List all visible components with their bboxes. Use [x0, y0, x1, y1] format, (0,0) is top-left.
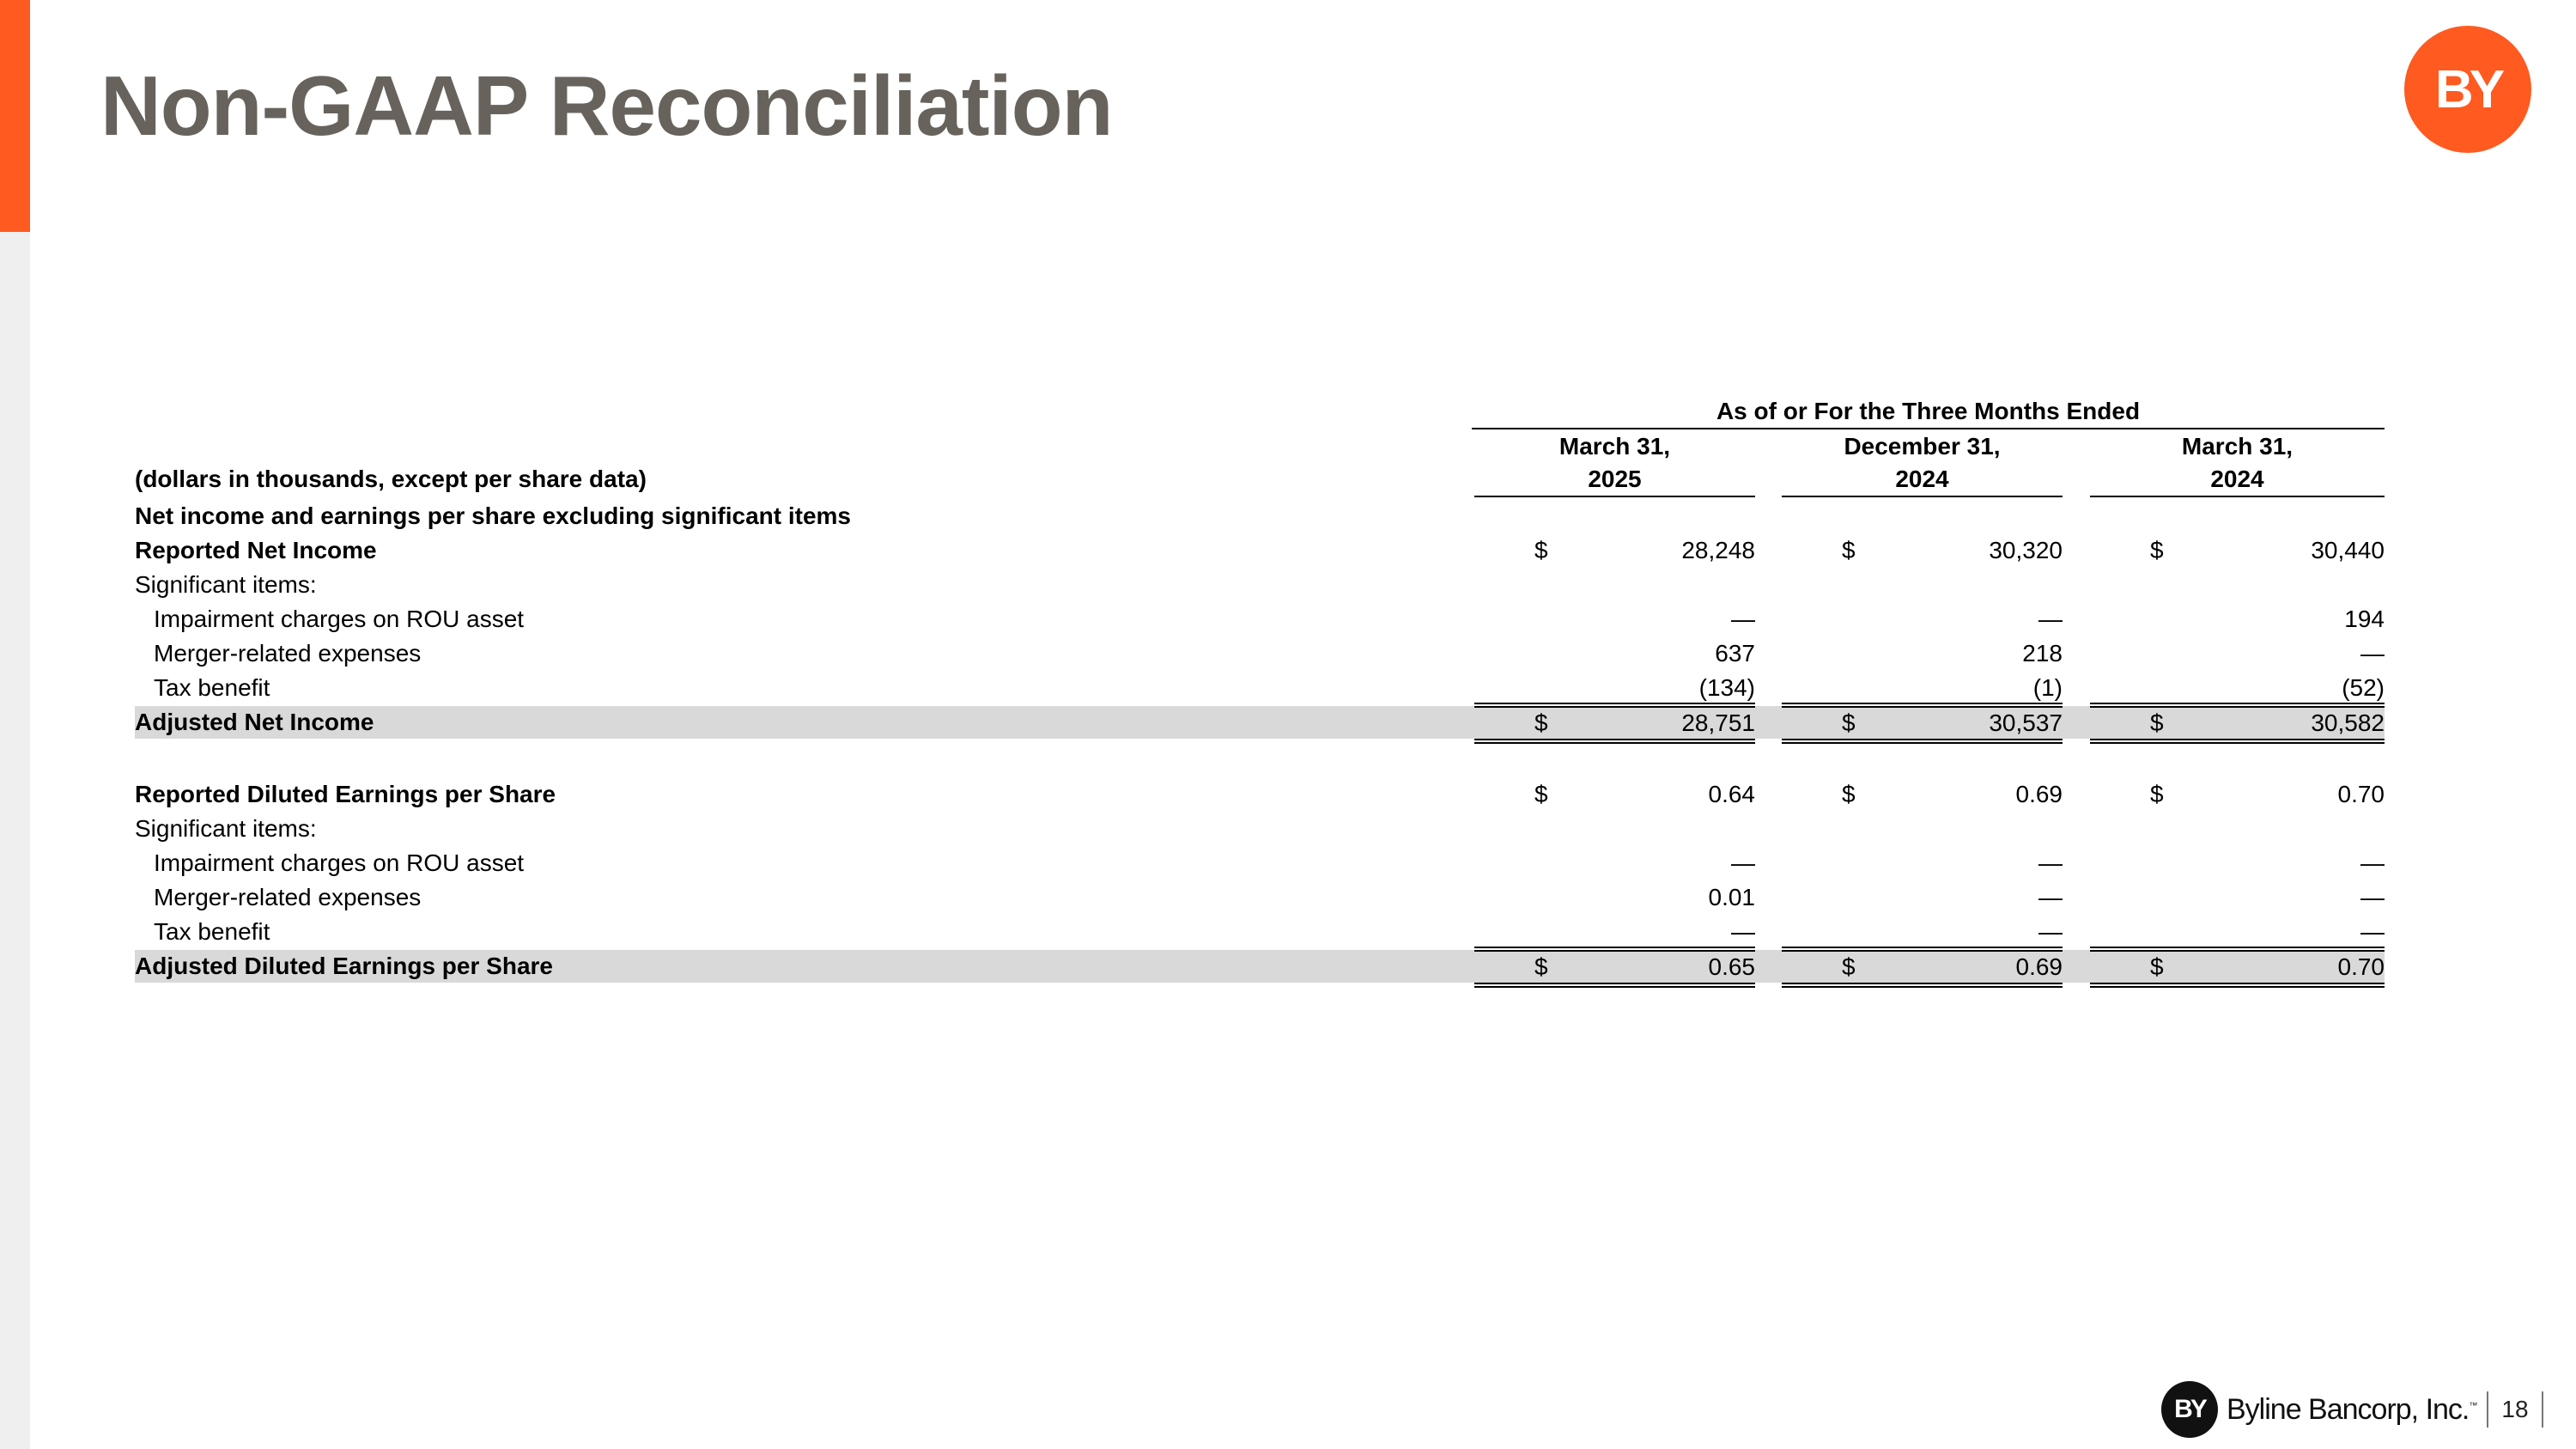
value-cell [1474, 916, 1755, 948]
column-header-2 [1782, 430, 2063, 497]
cell-value: 28,248 [1681, 537, 1755, 563]
row-label: Impairment charges on ROU asset [154, 849, 525, 876]
cell-value: (134) [1698, 674, 1755, 701]
value-cell [1782, 603, 2063, 636]
row-label: Adjusted Diluted Earnings per Share [135, 953, 553, 979]
cell-value: 30,440 [2311, 537, 2385, 563]
column-header-3 [2090, 430, 2385, 497]
cell-value: (52) [2342, 674, 2385, 701]
currency-symbol: $ [1534, 953, 1548, 980]
value-cell [1782, 706, 2063, 744]
table-row [135, 500, 2385, 533]
value-cell [1782, 637, 2063, 670]
table-row [135, 603, 2385, 636]
table-row [135, 847, 2385, 880]
cell-value: (1) [2032, 674, 2063, 701]
table-row [135, 637, 2385, 670]
value-cell [1474, 881, 1755, 914]
row-label: Merger-related expenses [154, 884, 422, 910]
cell-value: — [2360, 640, 2385, 667]
value-cell [2090, 847, 2385, 880]
row-label: Reported Diluted Earnings per Share [135, 781, 556, 807]
cell-value: 0.70 [2337, 781, 2385, 807]
value-cell [1474, 672, 1755, 704]
column-header-line1: March 31, [2181, 433, 2293, 460]
cell-value: — [2038, 918, 2063, 945]
cell-value: 218 [2022, 640, 2063, 667]
byline-logo-icon [2404, 26, 2531, 153]
value-cell [2090, 534, 2385, 567]
table-row [135, 916, 2385, 948]
company-name-text: Byline Bancorp, Inc. [2227, 1392, 2470, 1426]
cell-value: 30,537 [1989, 709, 2063, 736]
value-cell [2090, 778, 2385, 811]
value-cell [1474, 950, 1755, 988]
currency-symbol: $ [2150, 709, 2164, 736]
total-row [135, 950, 2385, 983]
value-cell [2090, 706, 2385, 744]
table-row [135, 881, 2385, 914]
cell-value: — [2360, 849, 2385, 876]
cell-value: 0.01 [1708, 884, 1755, 910]
column-header-line1: December 31, [1844, 433, 2001, 460]
value-cell [1782, 534, 2063, 567]
currency-symbol: $ [2150, 953, 2164, 980]
cell-value: 0.69 [2015, 781, 2063, 807]
trademark-mark: ™ [2469, 1401, 2477, 1411]
cell-value: — [1731, 849, 1755, 876]
row-label: Significant items: [135, 571, 317, 598]
byline-mark-icon [2161, 1381, 2218, 1438]
units-label: (dollars in thousands, except per share data) [135, 466, 647, 492]
value-cell [2090, 916, 2385, 948]
cell-value: 30,582 [2311, 709, 2385, 736]
value-cell [1782, 672, 2063, 704]
value-cell [2090, 672, 2385, 704]
value-cell [1782, 778, 2063, 811]
value-cell [1474, 847, 1755, 880]
footer-logo [2161, 1381, 2476, 1438]
page-title: Non-GAAP Reconciliation [100, 58, 1113, 153]
cell-value: 28,751 [1681, 709, 1755, 736]
cell-value: — [2038, 884, 2063, 910]
value-cell [2090, 637, 2385, 670]
table-row [135, 672, 2385, 704]
cell-value: 637 [1715, 640, 1755, 667]
logo-text: BY [2434, 59, 2501, 119]
value-cell [1782, 847, 2063, 880]
accent-bar [0, 0, 30, 232]
table-row [135, 778, 2385, 811]
cell-value: — [2038, 849, 2063, 876]
group-header: As of or For the Three Months Ended [1472, 395, 2385, 429]
value-cell [2090, 881, 2385, 914]
value-cell [1782, 916, 2063, 948]
currency-symbol: $ [1534, 781, 1548, 807]
cell-value: — [1731, 606, 1755, 632]
currency-symbol: $ [1842, 709, 1856, 736]
value-cell [1782, 950, 2063, 988]
cell-value: — [2360, 884, 2385, 910]
currency-symbol: $ [2150, 781, 2164, 807]
row-label: Significant items: [135, 815, 317, 842]
table-row [135, 569, 2385, 601]
company-name [2227, 1393, 2476, 1427]
cell-value: — [2038, 606, 2063, 632]
row-label: Reported Net Income [135, 537, 377, 563]
row-label: Tax benefit [154, 674, 270, 701]
currency-symbol: $ [1534, 537, 1548, 563]
currency-symbol: $ [1842, 781, 1856, 807]
column-header-line2: 2025 [1588, 466, 1642, 492]
currency-symbol: $ [1842, 537, 1856, 563]
row-label: Impairment charges on ROU asset [154, 606, 525, 632]
value-cell [1474, 603, 1755, 636]
page-number: 18 [2487, 1391, 2543, 1428]
value-cell [2090, 603, 2385, 636]
table-row [135, 813, 2385, 845]
cell-value: — [2360, 918, 2385, 945]
currency-symbol: $ [1534, 709, 1548, 736]
column-header-line2: 2024 [1895, 466, 1949, 492]
value-cell [1474, 637, 1755, 670]
currency-symbol: $ [2150, 537, 2164, 563]
footer-logo-mark: BY [2174, 1395, 2205, 1423]
value-cell [1474, 706, 1755, 744]
cell-value: 0.69 [2015, 953, 2063, 980]
cell-value: — [1731, 918, 1755, 945]
column-header-line1: March 31, [1558, 433, 1671, 460]
column-header-line2: 2024 [2210, 466, 2264, 492]
cell-value: 0.64 [1708, 781, 1755, 807]
row-label: Tax benefit [154, 918, 270, 945]
row-label: Merger-related expenses [154, 640, 422, 667]
total-row [135, 706, 2385, 739]
cell-value: 30,320 [1989, 537, 2063, 563]
value-cell [1474, 534, 1755, 567]
table-row [135, 534, 2385, 567]
cell-value: 0.70 [2337, 953, 2385, 980]
cell-value: 194 [2344, 606, 2385, 632]
value-cell [1474, 778, 1755, 811]
row-label: Adjusted Net Income [135, 709, 374, 735]
value-cell [1782, 881, 2063, 914]
value-cell [2090, 950, 2385, 988]
row-label: Net income and earnings per share excluding significant items [135, 502, 851, 529]
column-header-1 [1474, 430, 1755, 497]
currency-symbol: $ [1842, 953, 1856, 980]
cell-value: 0.65 [1708, 953, 1755, 980]
